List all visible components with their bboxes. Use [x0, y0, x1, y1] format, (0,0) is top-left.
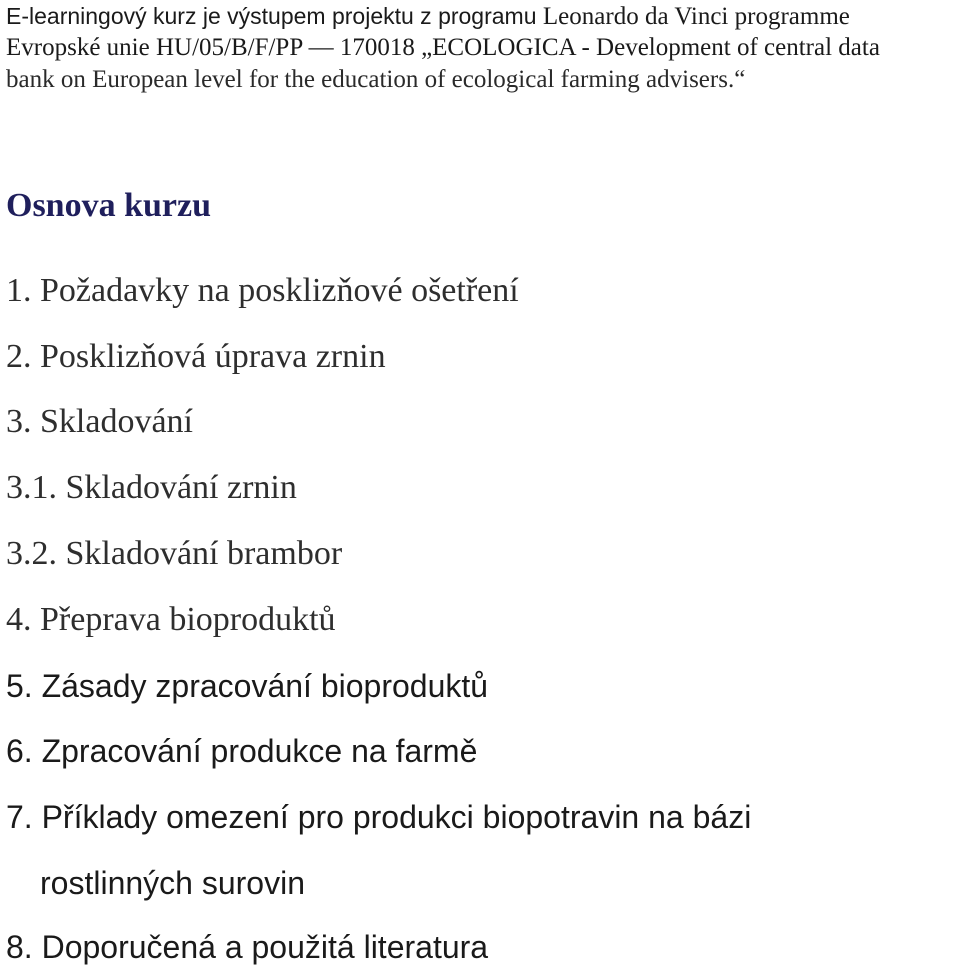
- intro-line-1: [6, 0, 960, 32]
- intro-line-1-part-a: E-learningový kurz je výstupem projektu z programu: [6, 3, 543, 29]
- intro-paragraph: [6, 0, 960, 96]
- outline-item-4: 4. Přeprava bioproduktů: [6, 601, 336, 638]
- outline-item-7: 7. Příklady omezení pro produkci biopotravin na bázi: [6, 799, 752, 835]
- outline-item-2: 2. Posklizňová úprava zrnin: [6, 338, 386, 375]
- outline-item-3-2: 3.2. Skladování brambor: [6, 535, 343, 572]
- intro-line-2: Evropské unie HU/05/B/F/PP — 170018 „ECOLOGICA - Development of central data: [6, 34, 880, 61]
- course-outline-heading: Osnova kurzu: [6, 187, 211, 224]
- outline-item-7-continuation: rostlinných surovin: [40, 865, 305, 901]
- outline-item-3-1: 3.1. Skladování zrnin: [6, 469, 297, 506]
- outline-item-6: 6. Zpracování produkce na farmě: [6, 733, 478, 769]
- outline-item-5: 5. Zásady zpracování bioproduktů: [6, 668, 489, 704]
- intro-line-1-part-b: Leonardo da Vinci programme: [542, 3, 850, 30]
- outline-item-8: 8. Doporučená a použitá literatura: [6, 929, 489, 965]
- outline-item-1: 1. Požadavky na posklizňové ošetření: [6, 272, 519, 309]
- outline-item-3: 3. Skladování: [6, 403, 193, 440]
- intro-line-3: bank on European level for the education of ecological farming advisers.“: [6, 66, 746, 93]
